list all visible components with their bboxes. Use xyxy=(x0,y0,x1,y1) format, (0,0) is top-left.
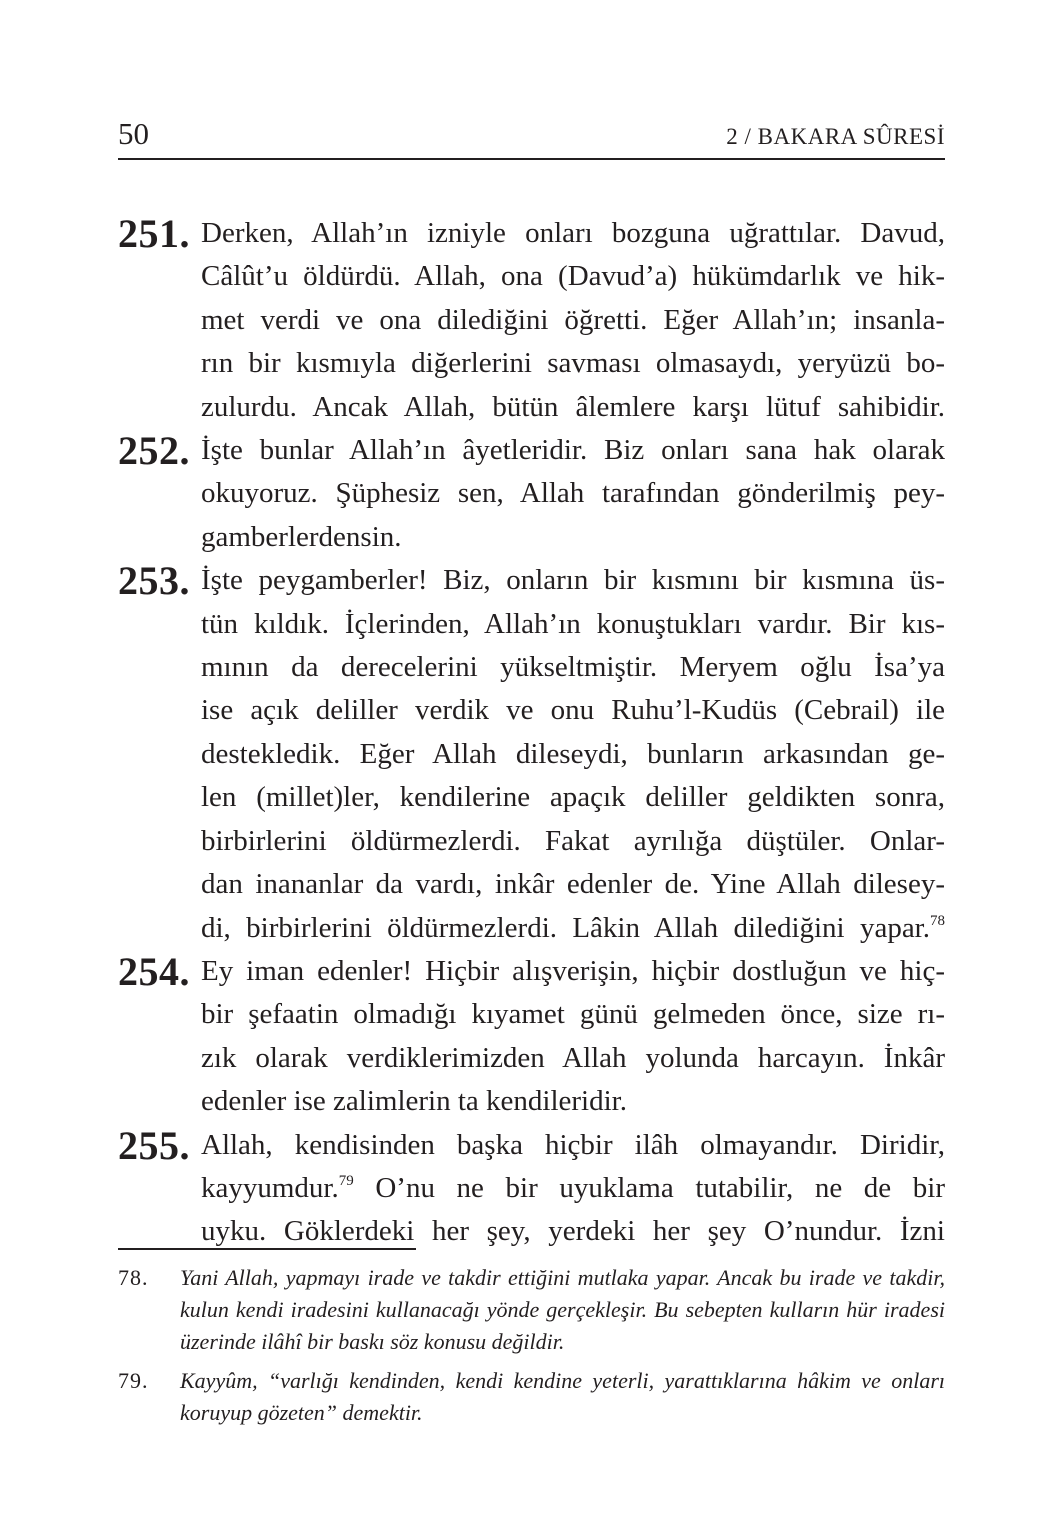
footnote-79 xyxy=(118,1365,945,1429)
text-line: uyku. Göklerdeki her şey, yerdeki her şey O’nundur. İzni xyxy=(201,1215,945,1248)
footnotes xyxy=(118,1262,945,1436)
verse-252 xyxy=(118,429,945,559)
text-line: İşte peygamberler! Biz, onların bir kısmını bir kısmına üs- xyxy=(201,564,945,597)
text-line xyxy=(201,907,945,950)
verse-251 xyxy=(118,212,945,429)
text-line: met verdi ve ona dilediğini öğretti. Eğer Allah’ın; insanla- xyxy=(201,303,945,336)
text-line: Derken, Allah’ın izniyle onları bozguna uğrattılar. Davud, xyxy=(201,217,945,249)
text-line xyxy=(201,1167,945,1210)
verse-254 xyxy=(118,950,945,1124)
footnote-number: 79. xyxy=(118,1368,149,1393)
text-line: mının da derecelerini yükseltmiştir. Meryem oğlu İsa’ya xyxy=(201,651,945,684)
verse-text xyxy=(201,950,945,1124)
verse-number: 254. xyxy=(118,948,190,994)
text-line: zulurdu. Ancak Allah, bütün âlemlere karşı lütuf sahibidir. xyxy=(201,390,945,423)
verse-text xyxy=(201,212,945,429)
footnote-78 xyxy=(118,1262,945,1358)
text-line: len (millet)ler, kendilerine apaçık deliller geldikten sonra, xyxy=(201,781,945,814)
footnote-divider xyxy=(118,1248,416,1250)
text-line: okuyoruz. Şüphesiz sen, Allah tarafından gönderilmiş pey- xyxy=(201,477,945,510)
text-line: İşte bunlar Allah’ın âyetleridir. Biz onları sana hak olarak xyxy=(201,434,945,467)
text-line: dan inananlar da vardı, inkâr edenler de. Yine Allah dilesey- xyxy=(201,868,945,901)
page-number: 50 xyxy=(118,116,149,151)
text-line: edenler ise zalimlerin ta kendileridir. xyxy=(201,1085,627,1118)
text-line: Allah, kendisinden başka hiçbir ilâh olmayandır. Diridir, xyxy=(201,1128,945,1161)
verse-text xyxy=(201,559,945,950)
verse-number: 251. xyxy=(118,211,190,256)
text-line: koruyup gözeten” demektir. xyxy=(180,1400,423,1425)
footnote-ref[interactable]: 79 xyxy=(338,1172,354,1189)
text-line: birbirlerini öldürmezlerdi. Fakat ayrılığa düştüler. Onlar- xyxy=(201,824,945,857)
footnote-number: 78. xyxy=(118,1265,149,1290)
page-header xyxy=(118,118,945,160)
text-line: rın bir kısmıyla diğerlerini savması olmasaydı, yeryüzü bo- xyxy=(201,347,945,380)
text-line: ise açık deliller verdik ve onu Ruhu’l-Kudüs (Cebrail) ile xyxy=(201,694,945,727)
verse-255 xyxy=(118,1124,945,1254)
footnote-text xyxy=(180,1365,945,1429)
text-line: zık olarak verdiklerimizden Allah yolunda harcayın. İnkâr xyxy=(201,1041,945,1074)
text-line: kulun kendi iradesini kullanacağı yönde gerçekleşir. Bu sebepten kulların hür iradesi xyxy=(180,1297,945,1322)
text-line: tün kıldık. İçlerinden, Allah’ın konuştukları vardır. Bir kıs- xyxy=(201,607,945,640)
text-line: üzerinde ilâhî bir baskı söz konusu değildir. xyxy=(180,1329,565,1354)
text-line: Kayyûm, “varlığı kendinden, kendi kendine yeterli, yarattıklarına hâkim ve onları xyxy=(180,1368,945,1393)
footnote-ref[interactable]: 78 xyxy=(930,912,945,929)
text-line: bir şefaatin olmadığı kıyamet günü gelmeden önce, size rı- xyxy=(201,998,945,1031)
text-line: Ey iman edenler! Hiçbir alışverişin, hiçbir dostluğun ve hiç- xyxy=(201,954,945,987)
verse-text xyxy=(201,1124,945,1254)
verse-text xyxy=(201,429,945,559)
footnote-text xyxy=(180,1262,945,1358)
verse-number: 253. xyxy=(118,558,190,604)
text-line: gamberlerdensin. xyxy=(201,520,402,553)
verse-number: 255. xyxy=(118,1122,190,1168)
text-line: Câlût’u öldürdü. Allah, ona (Davud’a) hükümdarlık ve hik- xyxy=(201,260,945,293)
running-title: 2 / BAKARA SÛRESİ xyxy=(726,124,945,149)
line-text: di, birbirlerini öldürmezlerdi. Lâkin Allah dilediğini yapar. xyxy=(201,911,930,944)
text-line: destekledik. Eğer Allah dileseydi, bunların arkasından ge- xyxy=(201,737,945,770)
body-text xyxy=(118,212,945,1254)
line-text: O’nu ne bir uyuklama tutabilir, ne de bir xyxy=(353,1171,945,1204)
text-line: Yani Allah, yapmayı irade ve takdir ettiğini mutlaka yapar. Ancak bu irade ve takdir, xyxy=(180,1265,945,1290)
verse-number: 252. xyxy=(118,428,190,474)
verse-253 xyxy=(118,559,945,950)
line-text: kayyumdur. xyxy=(201,1171,339,1204)
